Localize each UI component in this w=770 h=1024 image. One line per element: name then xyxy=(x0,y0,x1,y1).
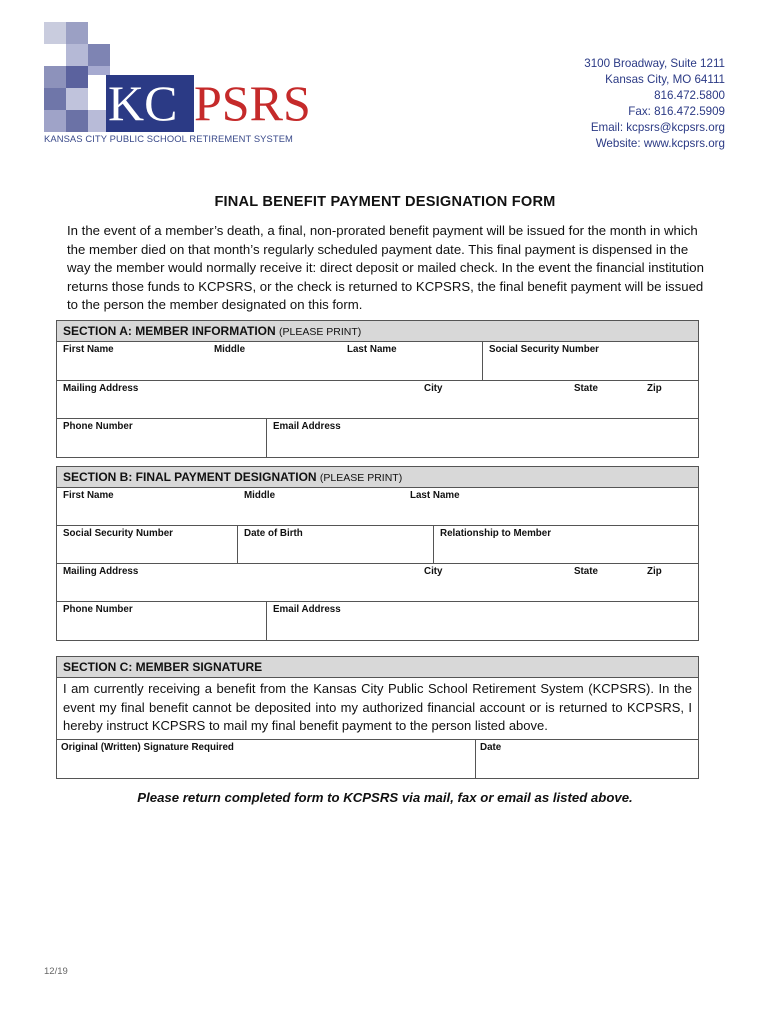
designee-ssn-field[interactable] xyxy=(57,526,238,563)
section-b-title: SECTION B: FINAL PAYMENT DESIGNATION xyxy=(63,470,317,484)
designee-relationship-field[interactable] xyxy=(434,526,698,563)
date-label: Date xyxy=(480,741,502,753)
kcpsrs-logo xyxy=(44,22,314,152)
logo-square xyxy=(66,44,88,66)
member-phone-field[interactable] xyxy=(57,419,267,457)
designee-phone-field[interactable] xyxy=(57,602,267,640)
section-b-contact-row xyxy=(57,602,698,640)
phone-line: 816.472.5800 xyxy=(654,89,725,102)
logo-psrs: PSRS xyxy=(194,75,311,131)
signature-row xyxy=(57,740,698,778)
address-line: 3100 Broadway, Suite 1211 xyxy=(584,57,725,70)
logo-square xyxy=(66,110,88,132)
ssn-label: Social Security Number xyxy=(489,344,599,355)
logo-square xyxy=(88,66,110,75)
section-c xyxy=(56,656,699,779)
logo-square xyxy=(44,22,66,44)
logo-square xyxy=(66,66,88,88)
email-line: Email: kcpsrs@kcpsrs.org xyxy=(590,121,725,134)
section-b-name-row[interactable] xyxy=(57,488,698,526)
section-b-id-row xyxy=(57,526,698,564)
section-b xyxy=(56,466,699,641)
section-a-contact-row xyxy=(57,419,698,457)
state-label: State xyxy=(574,383,598,394)
logo-square xyxy=(88,110,106,132)
first-name-label: First Name xyxy=(63,490,114,501)
section-a-header xyxy=(57,321,698,342)
logo-square xyxy=(44,110,66,132)
state-label: State xyxy=(574,566,598,577)
designee-dob-field[interactable] xyxy=(238,526,434,563)
return-instructions: Please return completed form to KCPSRS via mail, fax or email as listed above. xyxy=(137,790,633,805)
last-name-label: Last Name xyxy=(347,344,397,355)
last-name-label: Last Name xyxy=(410,490,460,501)
phone-label: Phone Number xyxy=(63,604,133,615)
logo-square xyxy=(66,88,88,110)
fax-line: Fax: 816.472.5909 xyxy=(628,105,725,118)
relationship-label: Relationship to Member xyxy=(440,528,552,539)
section-a xyxy=(56,320,699,458)
please-print-note: (PLEASE PRINT) xyxy=(279,326,362,338)
middle-label: Middle xyxy=(214,344,246,355)
logo-square xyxy=(44,66,66,88)
logo-kc: KC xyxy=(108,75,178,131)
section-b-address-row[interactable] xyxy=(57,564,698,602)
section-b-header xyxy=(57,467,698,488)
signature-label: Original (Written) Signature Required xyxy=(61,741,234,753)
logo-square xyxy=(88,44,110,66)
logo-square xyxy=(44,88,66,110)
member-ssn-field[interactable] xyxy=(483,342,698,380)
zip-label: Zip xyxy=(647,566,662,577)
section-c-title: SECTION C: MEMBER SIGNATURE xyxy=(63,660,263,674)
section-a-name-row xyxy=(57,342,698,381)
member-name-field[interactable] xyxy=(57,342,483,380)
please-print-note: (PLEASE PRINT) xyxy=(319,472,403,484)
section-c-statement: I am currently receiving a benefit from the Kansas City Public School Retirement System (KCPSRS). In the event my final benefit cannot be deposited into my authorized financial account or is returned to KCPSRS, I hereby instruct KCPSRS to mail my final benefit payment to the person listed above. xyxy=(57,678,698,740)
dob-label: Date of Birth xyxy=(244,528,303,539)
city-label: City xyxy=(424,566,443,577)
section-c-header xyxy=(57,657,698,678)
member-email-field[interactable] xyxy=(267,419,698,457)
phone-label: Phone Number xyxy=(63,421,133,432)
city-label: City xyxy=(424,383,443,394)
zip-label: Zip xyxy=(647,383,662,394)
section-a-address-row[interactable] xyxy=(57,381,698,419)
contact-address xyxy=(584,56,725,152)
form-version: 12/19 xyxy=(44,966,68,977)
email-label: Email Address xyxy=(273,421,341,432)
intro-paragraph: In the event of a member’s death, a final, non-prorated benefit payment will be issued for the month in which the member died on that month’s regularly scheduled payment date. This final payment is dispensed in the way the member would normally receive it: direct deposit or mailed check. In the event the financial institution returns those funds to KCPSRS, or the check is returned to KCPSRS, the final benefit payment will be issued to the person the member designated on this form. xyxy=(67,223,704,313)
middle-label: Middle xyxy=(244,490,276,501)
ssn-label: Social Security Number xyxy=(63,528,173,539)
website-line: Website: www.kcpsrs.org xyxy=(595,137,725,150)
date-field[interactable] xyxy=(476,740,698,778)
email-label: Email Address xyxy=(273,604,341,615)
logo-square xyxy=(66,22,88,44)
mailing-address-label: Mailing Address xyxy=(63,383,139,394)
address-line: Kansas City, MO 64111 xyxy=(605,73,725,86)
first-name-label: First Name xyxy=(63,344,114,355)
designee-email-field[interactable] xyxy=(267,602,698,640)
mailing-address-label: Mailing Address xyxy=(63,566,139,577)
section-a-title: SECTION A: MEMBER INFORMATION xyxy=(63,324,276,338)
logo-subtitle: KANSAS CITY PUBLIC SCHOOL RETIREMENT SYSTEM xyxy=(44,133,293,144)
signature-field[interactable] xyxy=(57,740,476,778)
form-title: FINAL BENEFIT PAYMENT DESIGNATION FORM xyxy=(214,194,556,210)
